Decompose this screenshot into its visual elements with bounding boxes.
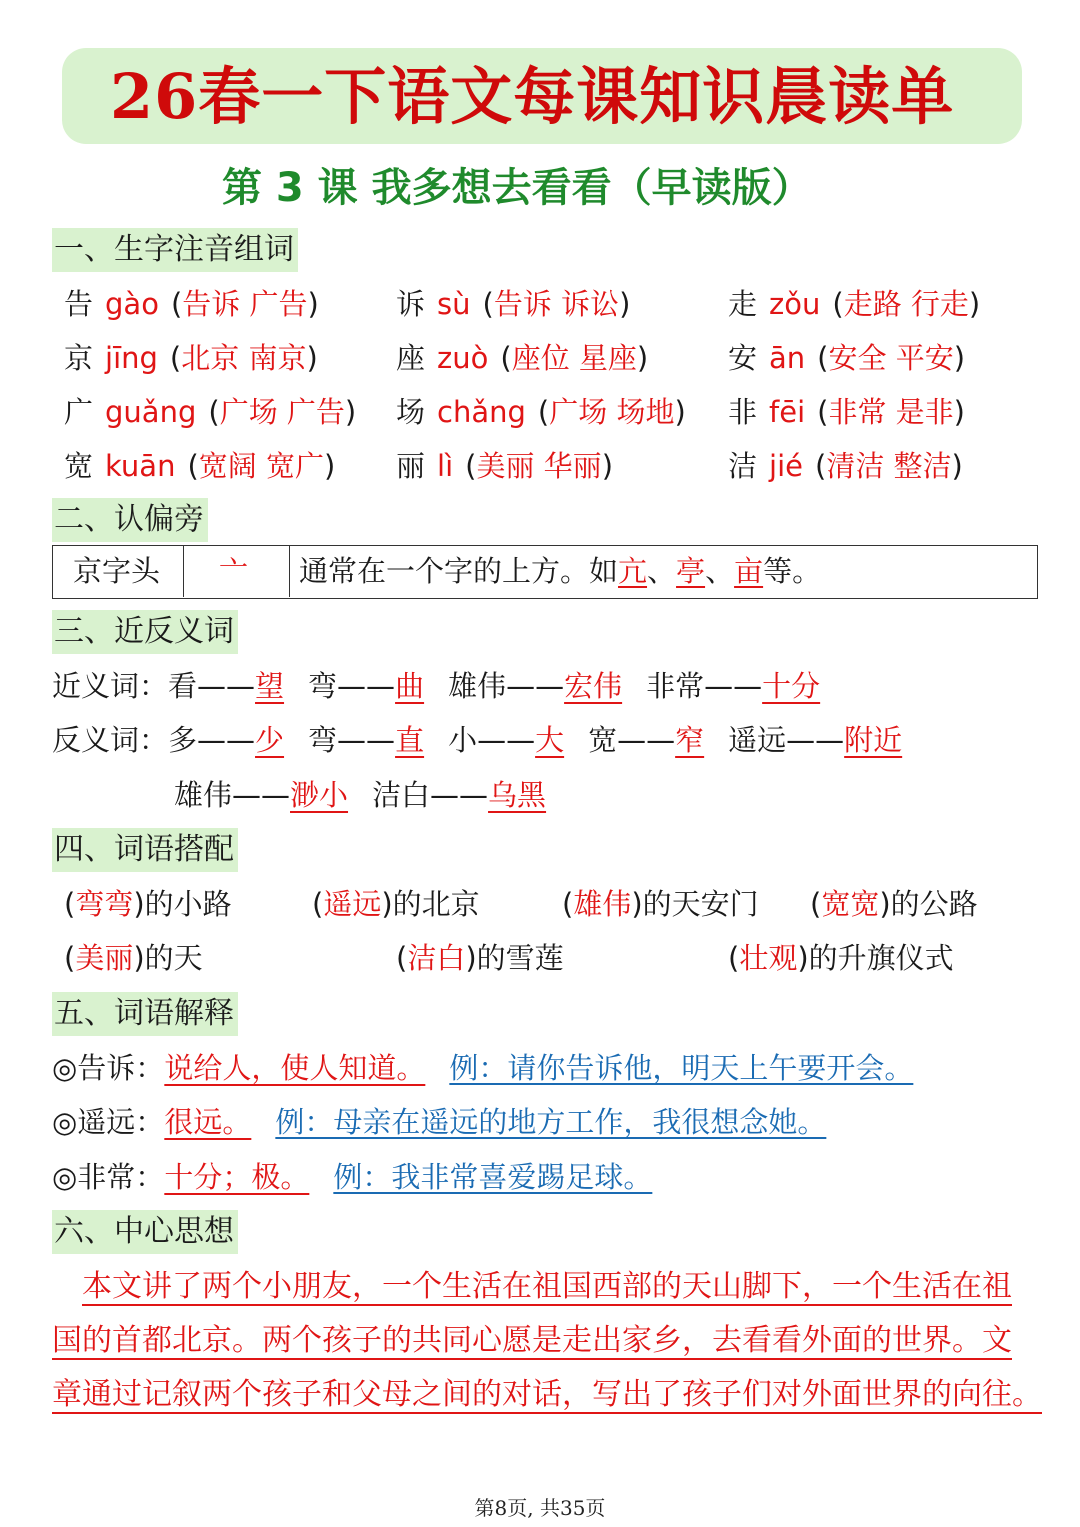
section-heading-radicals: 二、认偏旁 bbox=[52, 498, 208, 542]
antonym-line: 雄伟——渺小 洁白——乌黑 bbox=[174, 778, 547, 812]
page-title: 26春一下语文每课知识晨读单 bbox=[110, 60, 955, 133]
collocation-item: (美丽)的天 bbox=[64, 941, 203, 975]
char-entry: 丽 lì (美丽 华丽) bbox=[396, 449, 614, 483]
radical-description: 通常在一个字的上方。如亢、亭、亩等。 bbox=[299, 554, 822, 588]
char-entry: 走 zǒu (走路 行走) bbox=[728, 287, 981, 321]
section-heading-characters: 一、生字注音组词 bbox=[52, 228, 298, 272]
central-idea-line: 章通过记叙两个孩子和父母之间的对话，写出了孩子们对外面世界的向往。 bbox=[52, 1377, 1042, 1412]
lesson-subtitle: 第 3 课 我多想去看看（早读版） bbox=[222, 165, 812, 211]
char-entry: 告 gào (告诉 广告) bbox=[64, 287, 319, 321]
antonym-line: 反义词：多——少 弯——直 小——大 宽——窄 遥远——附近 bbox=[52, 723, 903, 757]
section-heading-explanations: 五、词语解释 bbox=[52, 992, 238, 1036]
char-entry: 宽 kuān (宽阔 宽广) bbox=[64, 449, 336, 483]
section-heading-collocations: 四、词语搭配 bbox=[52, 828, 238, 872]
section-heading-synonyms-antonyms: 三、近反义词 bbox=[52, 610, 238, 654]
table-divider bbox=[289, 546, 290, 597]
collocation-item: (宽宽)的公路 bbox=[810, 887, 978, 921]
char-entry: 非 fēi (非常 是非) bbox=[728, 395, 965, 429]
radical-symbol: 亠 bbox=[219, 554, 249, 588]
char-entry: 安 ān (安全 平安) bbox=[728, 341, 966, 375]
collocation-item: (弯弯)的小路 bbox=[64, 887, 232, 921]
page-number: 第8页, 共35页 bbox=[474, 1496, 606, 1520]
central-idea-line: 本文讲了两个小朋友，一个生活在祖国西部的天山脚下，一个生活在祖 bbox=[82, 1269, 1012, 1304]
explanation-item: ◎遥远：很远。 例：母亲在遥远的地方工作，我很想念她。 bbox=[52, 1105, 827, 1139]
table-divider bbox=[183, 546, 184, 597]
char-entry: 诉 sù (告诉 诉讼) bbox=[396, 287, 631, 321]
synonym-line: 近义词：看——望 弯——曲 雄伟——宏伟 非常——十分 bbox=[52, 669, 821, 703]
collocation-item: (雄伟)的天安门 bbox=[562, 887, 759, 921]
char-entry: 场 chǎng (广场 场地) bbox=[396, 395, 686, 429]
char-entry: 座 zuò (座位 星座) bbox=[396, 341, 649, 375]
collocation-item: (壮观)的升旗仪式 bbox=[728, 941, 954, 975]
radical-name: 京字头 bbox=[73, 554, 161, 588]
central-idea-line: 国的首都北京。两个孩子的共同心愿是走出家乡，去看看外面的世界。文 bbox=[52, 1323, 1012, 1358]
char-entry: 京 jīng (北京 南京) bbox=[64, 341, 318, 375]
explanation-item: ◎告诉：说给人，使人知道。 例：请你告诉他，明天上午要开会。 bbox=[52, 1051, 914, 1085]
radical-table bbox=[52, 545, 1038, 599]
collocation-item: (遥远)的北京 bbox=[312, 887, 480, 921]
section-heading-central-idea: 六、中心思想 bbox=[52, 1210, 238, 1254]
collocation-item: (洁白)的雪莲 bbox=[396, 941, 564, 975]
explanation-item: ◎非常：十分；极。 例：我非常喜爱踢足球。 bbox=[52, 1160, 653, 1194]
char-entry: 广 guǎng (广场 广告) bbox=[64, 395, 357, 429]
char-entry: 洁 jié (清洁 整洁) bbox=[728, 449, 963, 483]
